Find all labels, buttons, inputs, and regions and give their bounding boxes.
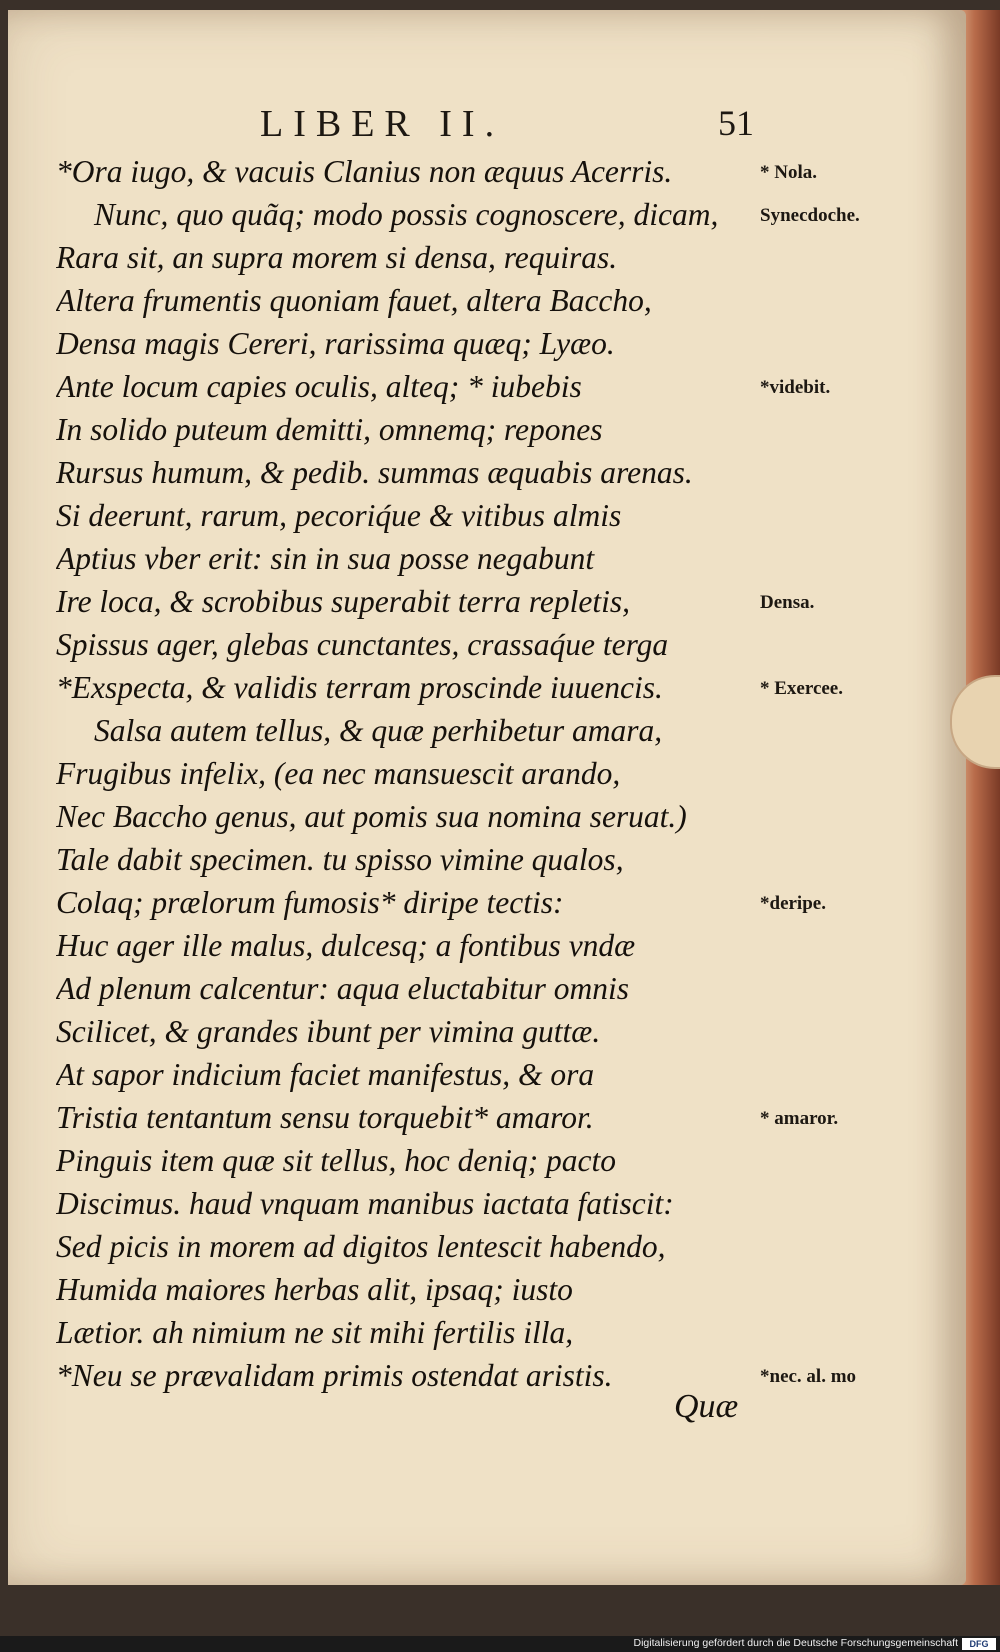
verse-line: Scilicet, & grandes ibunt per vimina guttæ. xyxy=(56,1014,601,1049)
catchword: Quæ xyxy=(674,1388,739,1425)
verse-line: Tristia tentantum sensu torquebit* amaror. xyxy=(56,1100,594,1135)
footer-bar xyxy=(0,1636,1000,1652)
page-header xyxy=(8,102,966,150)
verse-line: Spissus ager, glebas cunctantes, crassaq́ue terga xyxy=(56,627,669,662)
verse-line: *Ora iugo, & vacuis Clanius non æquus Acerris. xyxy=(56,154,673,189)
verse-text xyxy=(56,150,766,1397)
verse-line: Densa magis Cereri, rarissima quæq; Lyæo. xyxy=(56,326,615,361)
book-page xyxy=(8,10,966,1585)
verse-line: Si deerunt, rarum, pecoriq́ue & vitibus almis xyxy=(56,498,622,533)
verse-line: Rara sit, an supra morem si densa, requiras. xyxy=(56,240,618,275)
margin-note: *deripe. xyxy=(760,893,826,914)
dfg-logo-icon: DFG xyxy=(962,1638,996,1650)
margin-note: Densa. xyxy=(760,592,815,613)
funding-credit: Digitalisierung gefördert durch die Deutsche Forschungsgemeinschaft xyxy=(633,1637,958,1649)
verse-line: Discimus. haud vnquam manibus iactata fatiscit: xyxy=(56,1186,674,1221)
running-head: LIBER II. xyxy=(260,103,505,145)
margin-note: Synecdoche. xyxy=(760,205,860,226)
verse-line: Nec Baccho genus, aut pomis sua nomina seruat.) xyxy=(56,799,687,834)
verse-line: Humida maiores herbas alit, ipsaq; iusto xyxy=(56,1272,573,1307)
verse-line: Pinguis item quæ sit tellus, hoc deniq; pacto xyxy=(56,1143,616,1178)
verse-line: At sapor indicium faciet manifestus, & ora xyxy=(56,1057,595,1092)
verse-line: Nunc, quo quãq; modo possis cognoscere, dicam, xyxy=(94,197,719,232)
verse-line: Frugibus infelix, (ea nec mansuescit arando, xyxy=(56,756,621,791)
verse-line: Aptius vber erit: sin in sua posse negabunt xyxy=(56,541,595,576)
page-number: 51 xyxy=(718,103,754,143)
verse-line: Lætior. ah nimium ne sit mihi fertilis illa, xyxy=(56,1315,574,1350)
margin-note: * amaror. xyxy=(760,1108,839,1129)
margin-note: * Nola. xyxy=(760,162,817,183)
margin-note: * Exercee. xyxy=(760,678,843,699)
verse-line: In solido puteum demitti, omnemq; repones xyxy=(56,412,603,447)
verse-line: Tale dabit specimen. tu spisso vimine qualos, xyxy=(56,842,624,877)
verse-line: Altera frumentis quoniam fauet, altera Baccho, xyxy=(56,283,652,318)
verse-line: Ad plenum calcentur: aqua eluctabitur omnis xyxy=(56,971,630,1006)
margin-note: *nec. al. mo xyxy=(760,1366,857,1387)
verse-line: *Exspecta, & validis terram proscinde iuuencis. xyxy=(56,670,663,705)
verse-line: Colaq; prælorum fumosis* diripe tectis: xyxy=(56,885,564,920)
verse-line: Rursus humum, & pedib. summas æquabis arenas. xyxy=(56,455,693,490)
verse-line: *Neu se prævalidam primis ostendat aristis. xyxy=(56,1358,613,1393)
verse-line: Ante locum capies oculis, alteq; * iubebis xyxy=(56,369,582,404)
verse-line: Salsa autem tellus, & quæ perhibetur amara, xyxy=(94,713,663,748)
verse-line: Sed picis in morem ad digitos lentescit habendo, xyxy=(56,1229,666,1264)
verse-line: Huc ager ille malus, dulcesq; a fontibus vndæ xyxy=(56,928,636,963)
verse-line: Ire loca, & scrobibus superabit terra repletis, xyxy=(56,584,630,619)
margin-note: *videbit. xyxy=(760,377,831,398)
